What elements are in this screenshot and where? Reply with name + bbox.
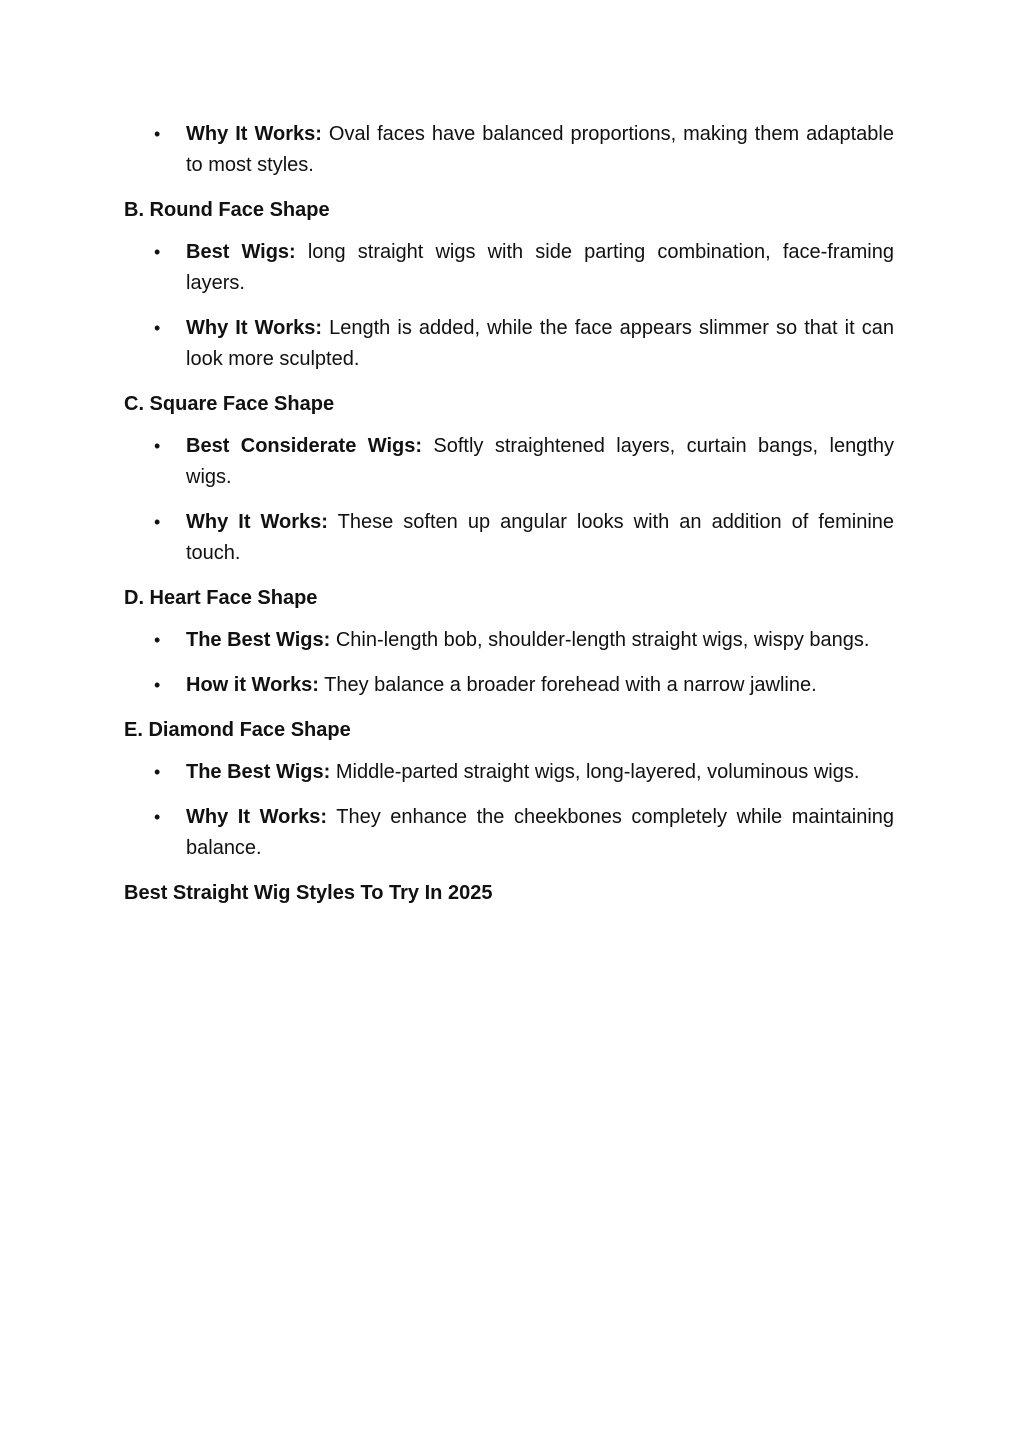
section-heading-styles-2025: Best Straight Wig Styles To Try In 2025 [124, 882, 493, 904]
item-label: Why It Works: [186, 806, 328, 828]
item-label: The Best Wigs: [186, 761, 331, 783]
bullet-icon: • [154, 630, 161, 650]
bullet-icon: • [154, 124, 161, 144]
item-text: Softly straightened layers, curtain bangs, lengthy wigs. [186, 435, 894, 488]
list-item [124, 237, 894, 299]
list-item [124, 313, 894, 375]
section-heading-square: C. Square Face Shape [124, 393, 335, 415]
intro-list [124, 119, 894, 181]
list-item [124, 431, 894, 493]
item-label: Why It Works: [186, 317, 323, 339]
bullet-icon: • [154, 512, 161, 532]
item-text: Oval faces have balanced proportions, making them adaptable to most styles. [186, 123, 894, 176]
bullet-icon: • [154, 762, 161, 782]
item-text: long straight wigs with side parting combination, face-framing layers. [186, 241, 894, 294]
list-item [124, 670, 894, 701]
item-label: The Best Wigs: [186, 629, 331, 651]
section-list-heart [124, 625, 894, 701]
item-text: They balance a broader forehead with a narrow jawline. [318, 674, 817, 696]
bullet-icon: • [154, 675, 161, 695]
item-text: These soften up angular looks with an addition of feminine touch. [186, 511, 895, 564]
list-item [124, 757, 894, 788]
section-list-square [124, 431, 894, 569]
bullet-icon: • [154, 318, 161, 338]
section-heading-round: B. Round Face Shape [124, 199, 330, 221]
section-list-diamond [124, 757, 894, 864]
list-item [124, 802, 894, 864]
list-item [124, 119, 894, 181]
item-text: Length is added, while the face appears slimmer so that it can look more sculpted. [186, 317, 894, 370]
document-body [124, 119, 894, 909]
bullet-icon: • [154, 807, 161, 827]
item-label: Why It Works: [186, 511, 328, 533]
section-list-round [124, 237, 894, 375]
item-label: Best Wigs: [186, 241, 296, 263]
list-item [124, 507, 894, 569]
item-label: How it Works: [186, 674, 319, 696]
section-heading-heart: D. Heart Face Shape [124, 587, 318, 609]
list-item [124, 625, 894, 656]
item-text: Chin-length bob, shoulder-length straight wigs, wispy bangs. [330, 629, 870, 651]
bullet-icon: • [154, 436, 161, 456]
bullet-icon: • [154, 242, 161, 262]
item-text: Middle-parted straight wigs, long-layered, voluminous wigs. [330, 761, 860, 783]
section-heading-diamond: E. Diamond Face Shape [124, 719, 351, 741]
item-label: Why It Works: [186, 123, 322, 145]
item-label: Best Considerate Wigs: [186, 435, 422, 457]
item-text: They enhance the cheekbones completely while maintaining balance. [186, 806, 895, 859]
